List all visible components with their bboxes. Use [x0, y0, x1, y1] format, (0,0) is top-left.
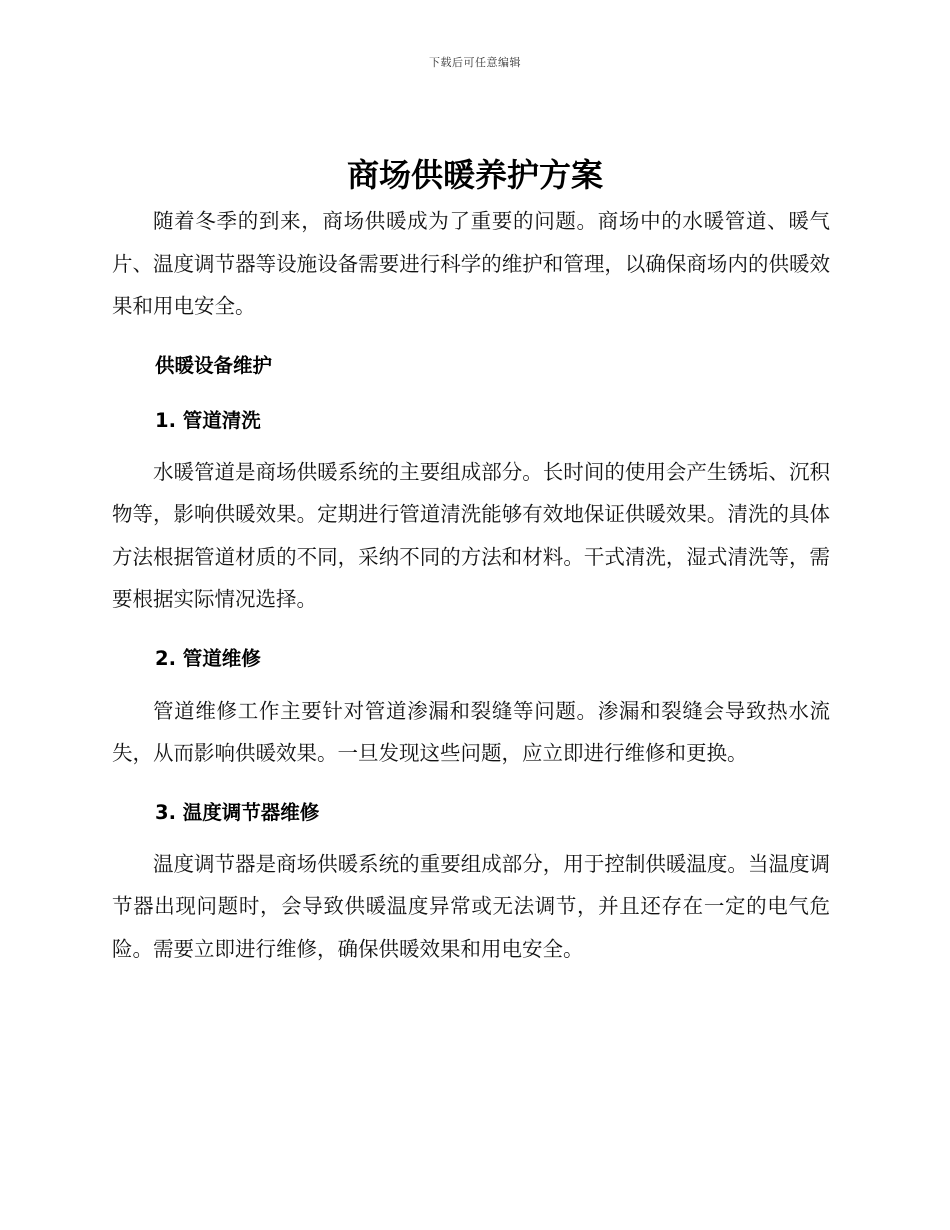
document-body [112, 200, 830, 970]
subsection-paragraph-1: 水暖管道是商场供暖系统的主要组成部分。长时间的使用会产生锈垢、沉积物等，影响供暖效果。定期进行管道清洗能够有效地保证供暖效果。清洗的具体方法根据管道材质的不同，采纳不同的方法和材料。干式清洗，湿式清洗等，需要根据实际情况选择。 [112, 459, 830, 611]
subsection-paragraph-3: 温度调节器是商场供暖系统的重要组成部分，用于控制供暖温度。当温度调节器出现问题时，会导致供暖温度异常或无法调节，并且还存在一定的电气危险。需要立即进行维修，确保供暖效果和用电安全。 [112, 851, 830, 961]
subsection-paragraph-2: 管道维修工作主要针对管道渗漏和裂缝等问题。渗漏和裂缝会导致热水流失，从而影响供暖效果。一旦发现这些问题，应立即进行维修和更换。 [112, 698, 830, 765]
subsection-heading-2: 2. 管道维修 [155, 646, 261, 670]
section-heading: 供暖设备维护 [155, 353, 273, 377]
subsection-heading-3: 3. 温度调节器维修 [155, 800, 320, 824]
subsection-heading-1: 1. 管道清洗 [155, 408, 261, 432]
header-note: 下载后可任意编辑 [429, 56, 521, 69]
document-title: 商场供暖养护方案 [346, 156, 603, 194]
intro-paragraph: 随着冬季的到来，商场供暖成为了重要的问题。商场中的水暖管道、暖气片、温度调节器等设施设备需要进行科学的维护和管理，以确保商场内的供暖效果和用电安全。 [112, 209, 830, 318]
